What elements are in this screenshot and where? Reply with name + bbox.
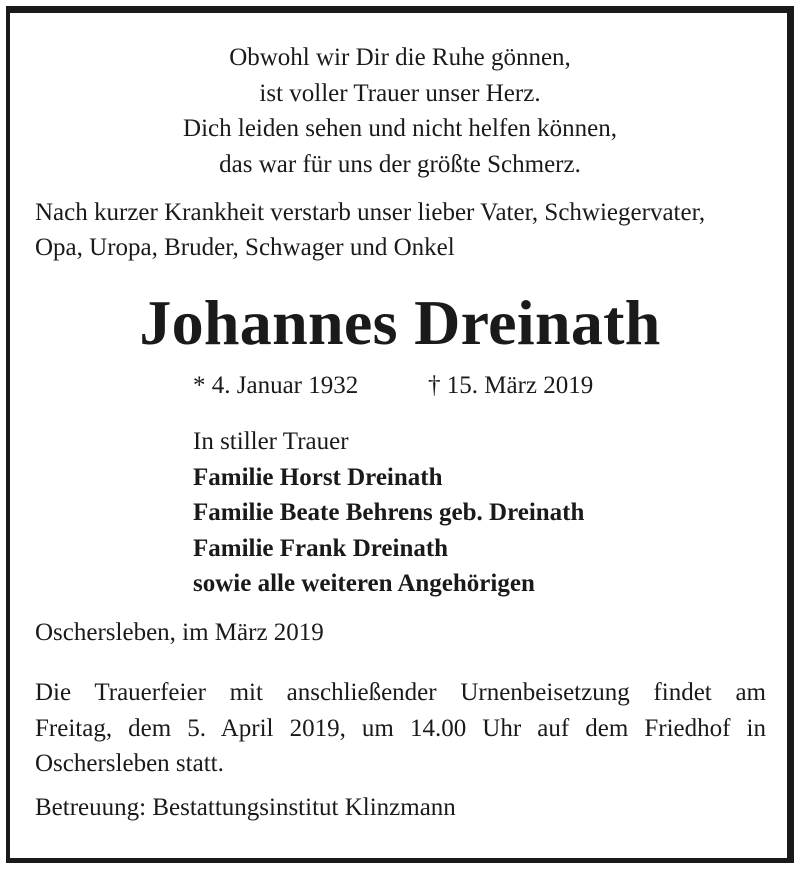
- mourners-block: [193, 424, 584, 602]
- mourner-family: Familie Beate Behrens geb. Dreinath: [193, 499, 585, 526]
- announcement-text: [35, 195, 775, 265]
- mourner-family: Familie Horst Dreinath: [193, 463, 443, 491]
- poem-line: ist voller Trauer unser Herz.: [259, 79, 541, 107]
- announcement-line: Opa, Uropa, Bruder, Schwager und Onkel: [35, 234, 455, 261]
- poem-line: Obwohl wir Dir die Ruhe gönnen,: [229, 44, 571, 71]
- place-and-date: Oschersleben, im März 2019: [35, 619, 324, 646]
- death-date: † 15. März 2019: [428, 372, 594, 399]
- funeral-info-line: Die Trauerfeier mit anschließender Urnenbeisetzung findet am: [35, 679, 766, 706]
- funeral-home: Betreuung: Bestattungsinstitut Klinzmann: [35, 794, 456, 821]
- birth-date: * 4. Januar 1932: [193, 372, 359, 399]
- funeral-info: [35, 675, 766, 782]
- mourner-family: Familie Frank Dreinath: [193, 534, 449, 562]
- announcement-line: Nach kurzer Krankheit verstarb unser lieber Vater, Schwiegervater,: [35, 199, 706, 226]
- mourner-family: sowie alle weiteren Angehörigen: [193, 570, 535, 597]
- funeral-info-line: Freitag, dem 5. April 2019, um 14.00 Uhr auf dem Friedhof in: [35, 714, 766, 742]
- poem: [0, 40, 800, 182]
- funeral-info-line: Oschersleben statt.: [35, 750, 224, 777]
- deceased-name: Johannes Dreinath: [139, 287, 661, 358]
- mourners-heading: In stiller Trauer: [193, 428, 349, 455]
- poem-line: das war für uns der größte Schmerz.: [219, 150, 581, 178]
- poem-line: Dich leiden sehen und nicht helfen können,: [183, 115, 617, 142]
